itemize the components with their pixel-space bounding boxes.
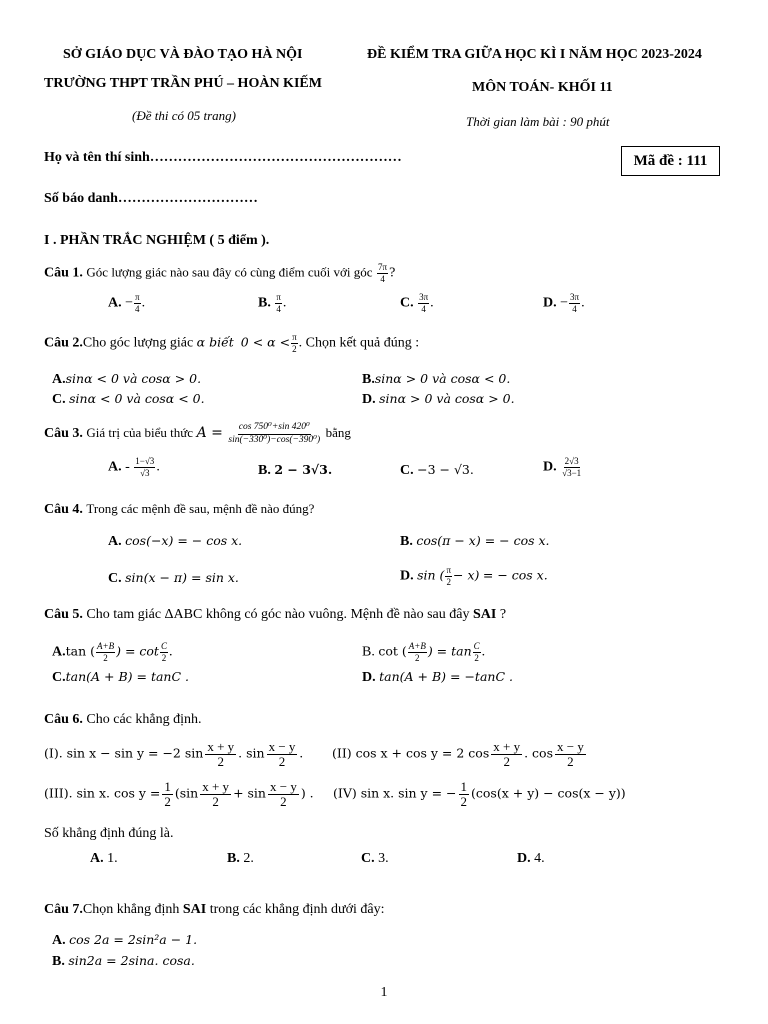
q1-option-b[interactable]: B. $\frac{\pi}{4}$ . [258, 292, 287, 314]
q2-option-a[interactable]: A.sinα < 0 và cosα > 0. [52, 371, 202, 387]
student-name-field: Họ và tên thí sinh……………………………………………… [44, 150, 402, 165]
q2-option-b[interactable]: B.sinα > 0 và cosα < 0. [362, 371, 511, 387]
q6-statement-1: (I). sin x − sin y = −2 sin $\frac{x + y}{2}$ . sin $\frac{x - y}{2}$ . [44, 739, 303, 769]
subject-grade: MÔN TOÁN- KHỐI 11 [472, 80, 613, 95]
q4-option-c[interactable]: C. sin(x − π) = sin x. [108, 570, 239, 586]
question-2: Câu 2.Cho góc lượng giác α biết 0 < α < $\frac{\pi}{2}$ . Chọn kết quả đúng : [44, 332, 420, 354]
q4-option-a[interactable]: A. cos(−x) = − cos x. [108, 533, 243, 549]
q3-option-c[interactable]: C. −3 − √3. [400, 462, 474, 478]
q2-option-d[interactable]: D. sinα > 0 và cosα > 0. [362, 391, 515, 407]
q5-option-a[interactable]: A.tan ( $\frac{A+B}{2}$ ) = cot $\frac{C}{2}$ . [52, 641, 173, 663]
school-name: TRƯỜNG THPT TRẦN PHÚ – HOÀN KIẾM [44, 76, 322, 91]
exam-title: ĐỀ KIỂM TRA GIỮA HỌC KÌ I NĂM HỌC 2023-2024 [367, 47, 702, 62]
student-id-field: Số báo danh………………………… [44, 191, 258, 206]
q4-option-b[interactable]: B. cos(π − x) = − cos x. [400, 533, 550, 549]
question-4: Câu 4. Trong các mệnh đề sau, mệnh đề nào đúng? [44, 501, 315, 517]
q4-option-d[interactable]: D. sin ( $\frac{\pi}{2}$ − x) = − cos x. [400, 565, 548, 587]
q6-option-d[interactable]: D. 4. [517, 851, 545, 866]
exam-code-box: Mã đề : 111 [621, 146, 720, 176]
q3-option-b[interactable]: B. 2 − 3√3. [258, 462, 333, 478]
q2-option-c[interactable]: C. sinα < 0 và cosα < 0. [52, 391, 205, 407]
section-title: I . PHẦN TRẮC NGHIỆM ( 5 điểm ). [44, 233, 270, 248]
q6-prompt: Số khẳng định đúng là. [44, 826, 174, 841]
q1-option-d[interactable]: D. − $\frac{3\pi}{4}$ . [543, 292, 585, 314]
q5-option-c[interactable]: C.tan(A + B) = tanC . [52, 669, 189, 685]
q5-option-b[interactable]: B. cot ( $\frac{A+B}{2}$ ) = tan $\frac{C}{2}$ . [362, 641, 486, 663]
page-number: 1 [380, 985, 388, 1000]
q1-option-c[interactable]: C. $\frac{3\pi}{4}$ . [400, 292, 434, 314]
q6-option-b[interactable]: B. 2. [227, 851, 254, 866]
question-1: Câu 1. Góc lượng giác nào sau đây có cùng điểm cuối với góc $\frac{7\pi}{4}$ ? [44, 262, 396, 284]
q6-statement-2: (II) cos x + cos y = 2 cos $\frac{x + y}{2}$ . cos $\frac{x - y}{2}$ [332, 739, 584, 769]
q6-option-a[interactable]: A. 1. [90, 851, 118, 866]
question-7: Câu 7.Chọn khẳng định SAI trong các khẳng định dưới đây: [44, 902, 385, 917]
question-3: Câu 3. Giá trị của biểu thức A = $\frac{\text{cos 750⁰+sin 420⁰}}{\text{sin(−330⁰)−cos(−390⁰)}}$ bằng [44, 422, 351, 445]
q3-option-a[interactable]: A. - $\frac{1-√3}{√3}$ . [108, 456, 160, 478]
q6-statement-3: (III). sin x. cos y = $\frac{1}{2}$ (sin $\frac{x + y}{2}$ + sin $\frac{x - y}{2}$ ) . [44, 779, 314, 809]
q7-option-a[interactable]: A. cos 2a = 2sin²a − 1. [52, 932, 198, 948]
duration-note: Thời gian làm bài : 90 phút [466, 114, 610, 129]
question-5: Câu 5. Cho tam giác ΔABC không có góc nào vuông. Mệnh đề nào sau đây SAI ? [44, 607, 507, 622]
q5-option-d[interactable]: D. tan(A + B) = −tanC . [362, 669, 513, 685]
q7-option-b[interactable]: B. sin2a = 2sina. cosa. [52, 953, 195, 969]
q3-option-d[interactable]: D. $\frac{2√3}{√3-1}$ [543, 456, 582, 478]
q1-option-a[interactable]: A. − $\frac{\pi}{4}$ . [108, 292, 146, 314]
page-count-note: (Đề thi có 05 trang) [132, 108, 236, 123]
question-6: Câu 6. Cho các khẳng định. [44, 712, 202, 727]
q6-statement-4: (IV) sin x. sin y = − $\frac{1}{2}$ (cos(x + y) − cos(x − y)) [333, 779, 626, 809]
department-name: SỞ GIÁO DỤC VÀ ĐÀO TẠO HÀ NỘI [63, 47, 303, 62]
q6-option-c[interactable]: C. 3. [361, 851, 389, 866]
